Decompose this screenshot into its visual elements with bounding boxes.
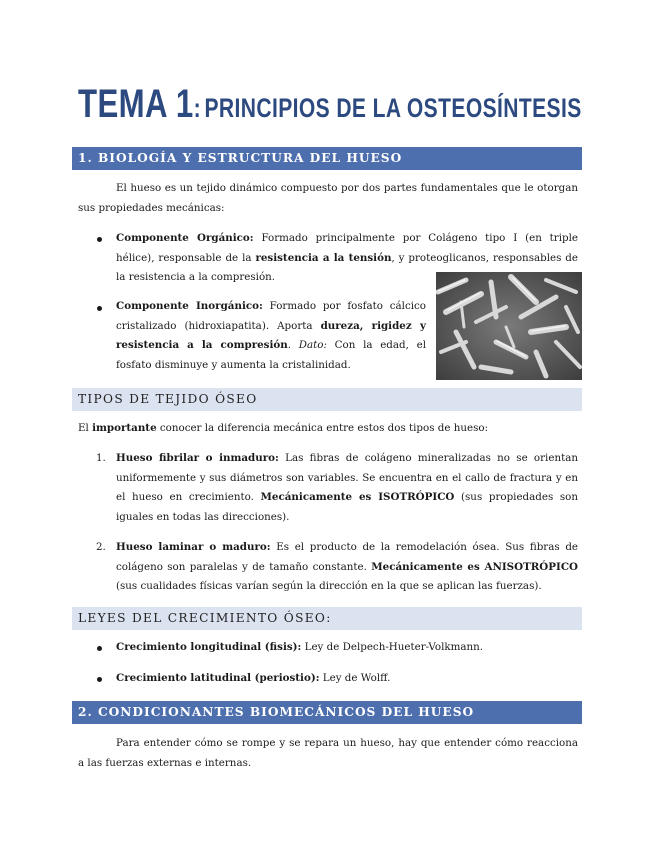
- fibrilar-text-1: Las fibras de colágeno mineralizadas no se orientan uniformemente y sus diámetros son variables. Se encuentra en el callo de fractura y en el hueso en crecimiento.: [116, 452, 578, 503]
- inorganico-text-3: Con la edad, el fosfato disminuye y aumenta la cristalinidad.: [116, 339, 427, 371]
- bullet-icon: [97, 306, 102, 311]
- inorganico-text-2: .: [287, 339, 299, 351]
- tipos-intro-text-2: conocer la diferencia mecánica entre estos dos tipos de hueso:: [156, 422, 489, 434]
- title-tema: TEMA 1: [78, 82, 194, 126]
- laminar-bold: Mecánicamente es ANISOTRÓPICO: [371, 560, 578, 573]
- organico-bold: resistencia a la tensión: [255, 251, 392, 264]
- organico-text-2: , y proteoglicanos, responsables de la resistencia a la compresión.: [116, 251, 578, 283]
- tipos-intro-text-1: El: [78, 422, 93, 434]
- fibrilar-bold: Mecánicamente es ISOTRÓPICO: [260, 491, 455, 503]
- fibrilar-text-2: (sus propiedades son iguales en todas las direcciones).: [116, 491, 578, 523]
- inorganico-bold: dureza, rigidez y resistencia a la compresión: [116, 319, 426, 351]
- list-item-fibrilar: [116, 449, 578, 527]
- page-title: [78, 82, 582, 127]
- latitudinal-text: Ley de Wolff.: [319, 672, 391, 684]
- s2-intro-paragraph: Para entender cómo se rompe y se repara un hueso, hay que entender cómo reacciona a las fuerzas externas e internas.: [78, 737, 578, 769]
- laminar-text-1: Es el producto de la remodelación ósea. Sus fibras de colágeno son paralelas y de tamaño constante.: [116, 541, 579, 573]
- list-item-laminar: [116, 538, 578, 597]
- list-item-longitudinal: [116, 638, 578, 658]
- organico-text-1: Formado principalmente por Colágeno tipo I (en triple hélice), responsable de la: [116, 232, 578, 264]
- bullet-icon: [97, 646, 102, 651]
- inorganico-text-1: Formado por fosfato cálcico cristalizado (hidroxiapatita). Aporta: [116, 300, 426, 332]
- list-item-latitudinal: [116, 669, 578, 689]
- title-name: PRINCIPIOS DE LA OSTEOSÍNTESIS: [204, 93, 582, 123]
- section-header-biomecanicos: 2. CONDICIONANTES BIOMECÁNICOS DEL HUESO: [72, 701, 582, 724]
- inorganico-label: Componente Inorgánico:: [116, 300, 263, 312]
- laminar-text-2: (sus cualidades físicas varían según la dirección en la que se aplican las fuerzas).: [116, 580, 542, 592]
- inorganico-dato: Dato:: [298, 339, 327, 351]
- section-header-leyes: LEYES DEL CRECIMIENTO ÓSEO:: [72, 607, 582, 630]
- tipos-intro-paragraph: [78, 419, 578, 439]
- fibrilar-label: Hueso fibrilar o inmaduro:: [116, 452, 279, 464]
- bullet-icon: [97, 237, 102, 242]
- bullet-icon: [97, 677, 102, 682]
- tipos-intro-bold: importante: [92, 422, 157, 434]
- longitudinal-label: Crecimiento longitudinal (fisis):: [116, 641, 302, 653]
- list-item-inorganico: [116, 297, 426, 375]
- organico-label: Componente Orgánico:: [116, 232, 254, 244]
- laminar-label: Hueso laminar o maduro:: [116, 541, 271, 553]
- list-number: 2.: [96, 541, 106, 553]
- latitudinal-label: Crecimiento latitudinal (periostio):: [116, 672, 320, 684]
- section-header-tipos: TIPOS DE TEJIDO ÓSEO: [72, 388, 582, 411]
- list-number: 1.: [96, 452, 106, 464]
- longitudinal-text: Ley de Delpech-Hueter-Volkmann.: [301, 641, 484, 653]
- intro-paragraph: El hueso es un tejido dinámico compuesto por dos partes fundamentales que le otorgan sus propiedades mecánicas:: [78, 182, 578, 214]
- hydroxyapatite-micrograph-image: [436, 272, 582, 380]
- title-separator: :: [193, 93, 202, 123]
- section-header-biologia: 1. BIOLOGÍA Y ESTRUCTURA DEL HUESO: [72, 147, 582, 170]
